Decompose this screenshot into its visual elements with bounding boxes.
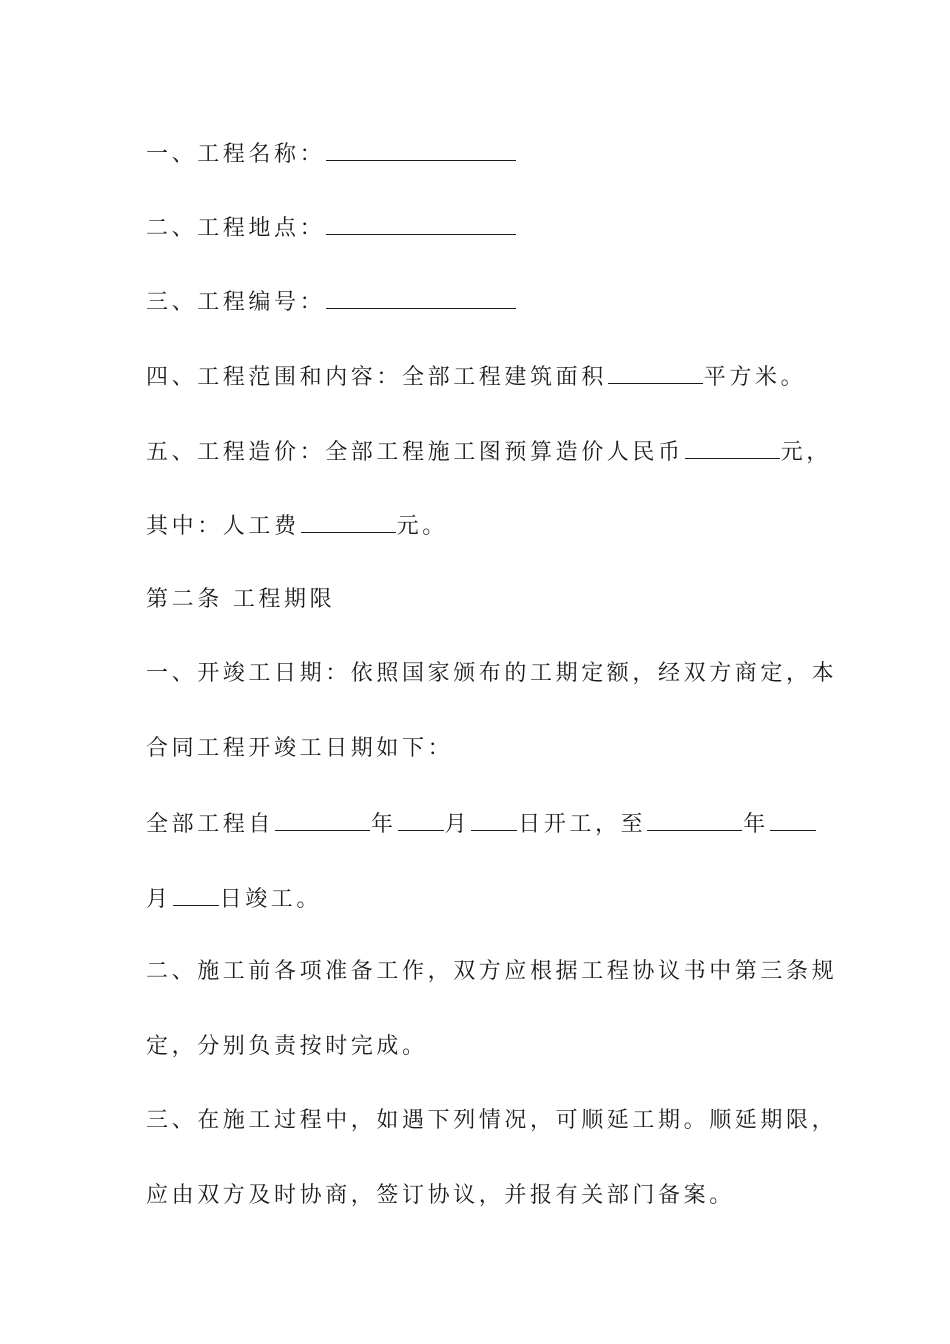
project-scope-text: 四、工程范围和内容：全部工程建筑面积 [146,365,607,390]
schedule-clause-text-1: 一、开竣工日期：依照国家颁布的工期定额，经双方商定，本 [146,661,838,686]
project-number-line [146,286,826,316]
extension-clause-line-2 [146,1181,826,1211]
date-range-line-1 [146,808,826,838]
date-range-line-2 [146,883,826,913]
project-location-line [146,212,826,242]
start-day-blank [471,808,517,831]
start-month-blank [398,808,444,831]
project-cost-line [146,436,832,466]
end-month-unit: 月 [146,887,172,912]
project-number-label: 三、工程编号： [146,290,326,315]
schedule-clause-text-2: 合同工程开竣工日期如下： [146,736,454,761]
start-month-unit: 月 [444,812,471,837]
labor-cost-blank [301,510,396,533]
total-cost-blank [685,436,780,459]
project-cost-text: 五、工程造价：全部工程施工图预算造价人民币 [146,440,684,465]
project-name-blank [326,138,516,161]
project-location-blank [326,212,516,235]
date-range-start-text: 全部工程自 [146,812,275,837]
project-number-blank [326,286,516,309]
extension-clause-text-1: 三、在施工过程中，如遇下列情况，可顺延工期。顺延期限， [146,1108,838,1133]
labor-cost-text: 其中：人工费 [146,514,300,539]
project-name-label: 一、工程名称： [146,142,326,167]
project-scope-unit: 平方米。 [703,365,807,390]
article-title: 工程期限 [232,587,336,612]
end-month-blank [770,808,816,831]
labor-cost-unit: 元。 [396,514,448,539]
project-scope-line [146,361,826,391]
schedule-clause-line-1 [146,659,838,689]
project-location-label: 二、工程地点： [146,216,326,241]
end-year-unit: 年 [743,812,769,837]
preparation-clause-line-2 [146,1032,826,1062]
building-area-blank [608,361,703,384]
end-day-blank [173,883,219,906]
end-year-blank [647,808,742,831]
preparation-clause-line-1 [146,957,838,987]
start-year-blank [275,808,370,831]
article-number: 第二条 [146,587,223,612]
project-cost-unit: 元， [780,440,832,465]
project-name-line [146,138,826,168]
start-day-unit: 日开工，至 [518,812,647,837]
preparation-clause-text-2: 定，分别负责按时完成。 [146,1034,428,1059]
schedule-clause-line-2 [146,734,826,764]
extension-clause-text-2: 应由双方及时协商，签订协议，并报有关部门备案。 [146,1183,735,1208]
start-year-unit: 年 [371,812,397,837]
preparation-clause-text-1: 二、施工前各项准备工作，双方应根据工程协议书中第三条规 [146,959,838,984]
extension-clause-line-1 [146,1106,838,1136]
end-day-unit: 日竣工。 [219,887,323,912]
labor-cost-line [146,510,826,540]
article-two-heading [146,585,826,615]
